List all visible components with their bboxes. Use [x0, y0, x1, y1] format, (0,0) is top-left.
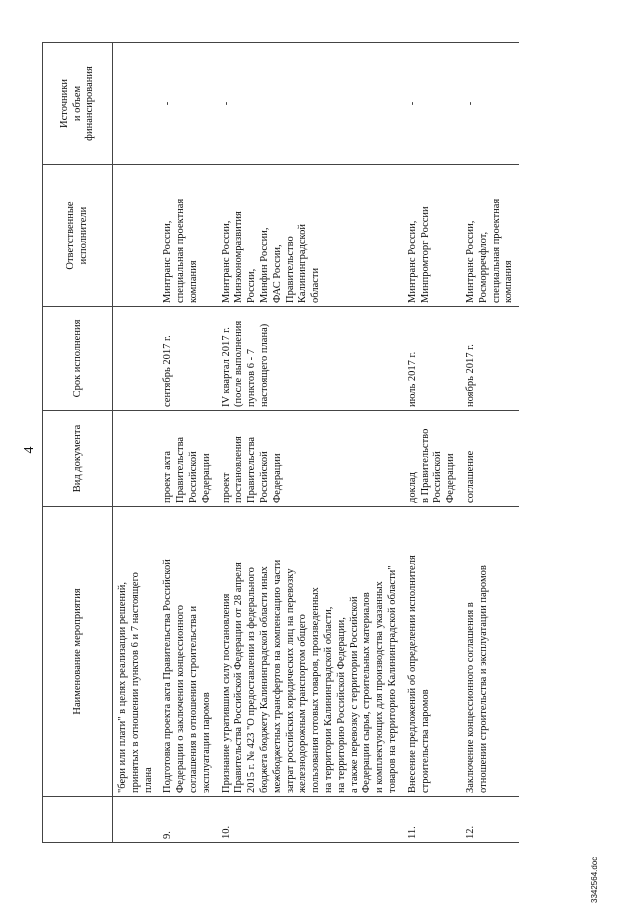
row-number: 12.	[461, 797, 519, 843]
row-name: Внесение предложений об определении исполнителя строительства паромов	[403, 507, 461, 797]
row-doc-type: доклад в Правительство Российской Федерации	[403, 411, 461, 507]
row-deadline: IV квартал 2017 г. (после выполнения пунктов 6 - 7 настоящего плана)	[217, 307, 403, 411]
row-responsible: Минтранс России, специальная проектная компания	[158, 165, 216, 307]
row-doc-type: проект акта Правительства Российской Федерации	[158, 411, 216, 507]
continuation-text: "бери или плати" в целях реализации решений, принятых в отношении пунктов 6 и 7 настоящего плана	[113, 507, 159, 797]
table-row	[461, 43, 519, 843]
row-responsible: Минтранс России, Росморречфлот, специальная проектная компания	[461, 165, 519, 307]
row-number: 10.	[217, 797, 403, 843]
action-plan-table	[42, 42, 519, 843]
header-name: Наименование мероприятия	[43, 507, 113, 797]
row-deadline: ноябрь 2017 г.	[461, 307, 519, 411]
page-number: 4	[22, 446, 37, 454]
row-doc-type: соглашение	[461, 411, 519, 507]
table-row	[158, 43, 216, 843]
row-number: 9.	[158, 797, 216, 843]
table-row	[403, 43, 461, 843]
header-responsible: Ответственные исполнители	[43, 165, 113, 307]
row-sources: -	[158, 43, 216, 165]
row-number: 11.	[403, 797, 461, 843]
row-deadline: июль 2017 г.	[403, 307, 461, 411]
header-sources: Источники и объем финансирования	[43, 43, 113, 165]
row-name: Признание утратившим силу постановления Правительства Российской Федерации от 28 апреля 2015 г. № 423 "О предоставлении из федерального бюджета бюджету Калининградской области иных межбюджетных трансфертов на компенсацию части затрат российских юридических лиц на перевозку железнодорожным транспортом общего пользования готовых товаров, произведенных на территории Калининградской области, на территорию Российской Федерации, а также перевозку с территории Российской Федерации сырья, строительных материалов и комплектующих для производства указанных товаров на территорию Калининградской области"	[217, 507, 403, 797]
header-num	[43, 797, 113, 843]
row-responsible: Минтранс России, Минэкономразвития России, Минфин России, ФАС России, Правительство Калининградской области	[217, 165, 403, 307]
row-responsible: Минтранс России, Минпромторг России	[403, 165, 461, 307]
row-sources: -	[403, 43, 461, 165]
header-deadline: Срок исполнения	[43, 307, 113, 411]
row-doc-type: проект постановления Правительства Российской Федерации	[217, 411, 403, 507]
row-sources: -	[461, 43, 519, 165]
row-deadline: сентябрь 2017 г.	[158, 307, 216, 411]
table-header-row	[43, 43, 113, 843]
table-row	[217, 43, 403, 843]
footer-doc-code: 3342564.doc	[590, 856, 599, 903]
row-name: Заключение концессионного соглашения в отношении строительства и эксплуатации паромов	[461, 507, 519, 797]
header-doc-type: Вид документа	[43, 411, 113, 507]
table-row-continuation	[113, 43, 159, 843]
row-sources: -	[217, 43, 403, 165]
row-name: Подготовка проекта акта Правительства Российской Федерации о заключении концессионного соглашения в отношении строительства и эксплуатации паромов	[158, 507, 216, 797]
